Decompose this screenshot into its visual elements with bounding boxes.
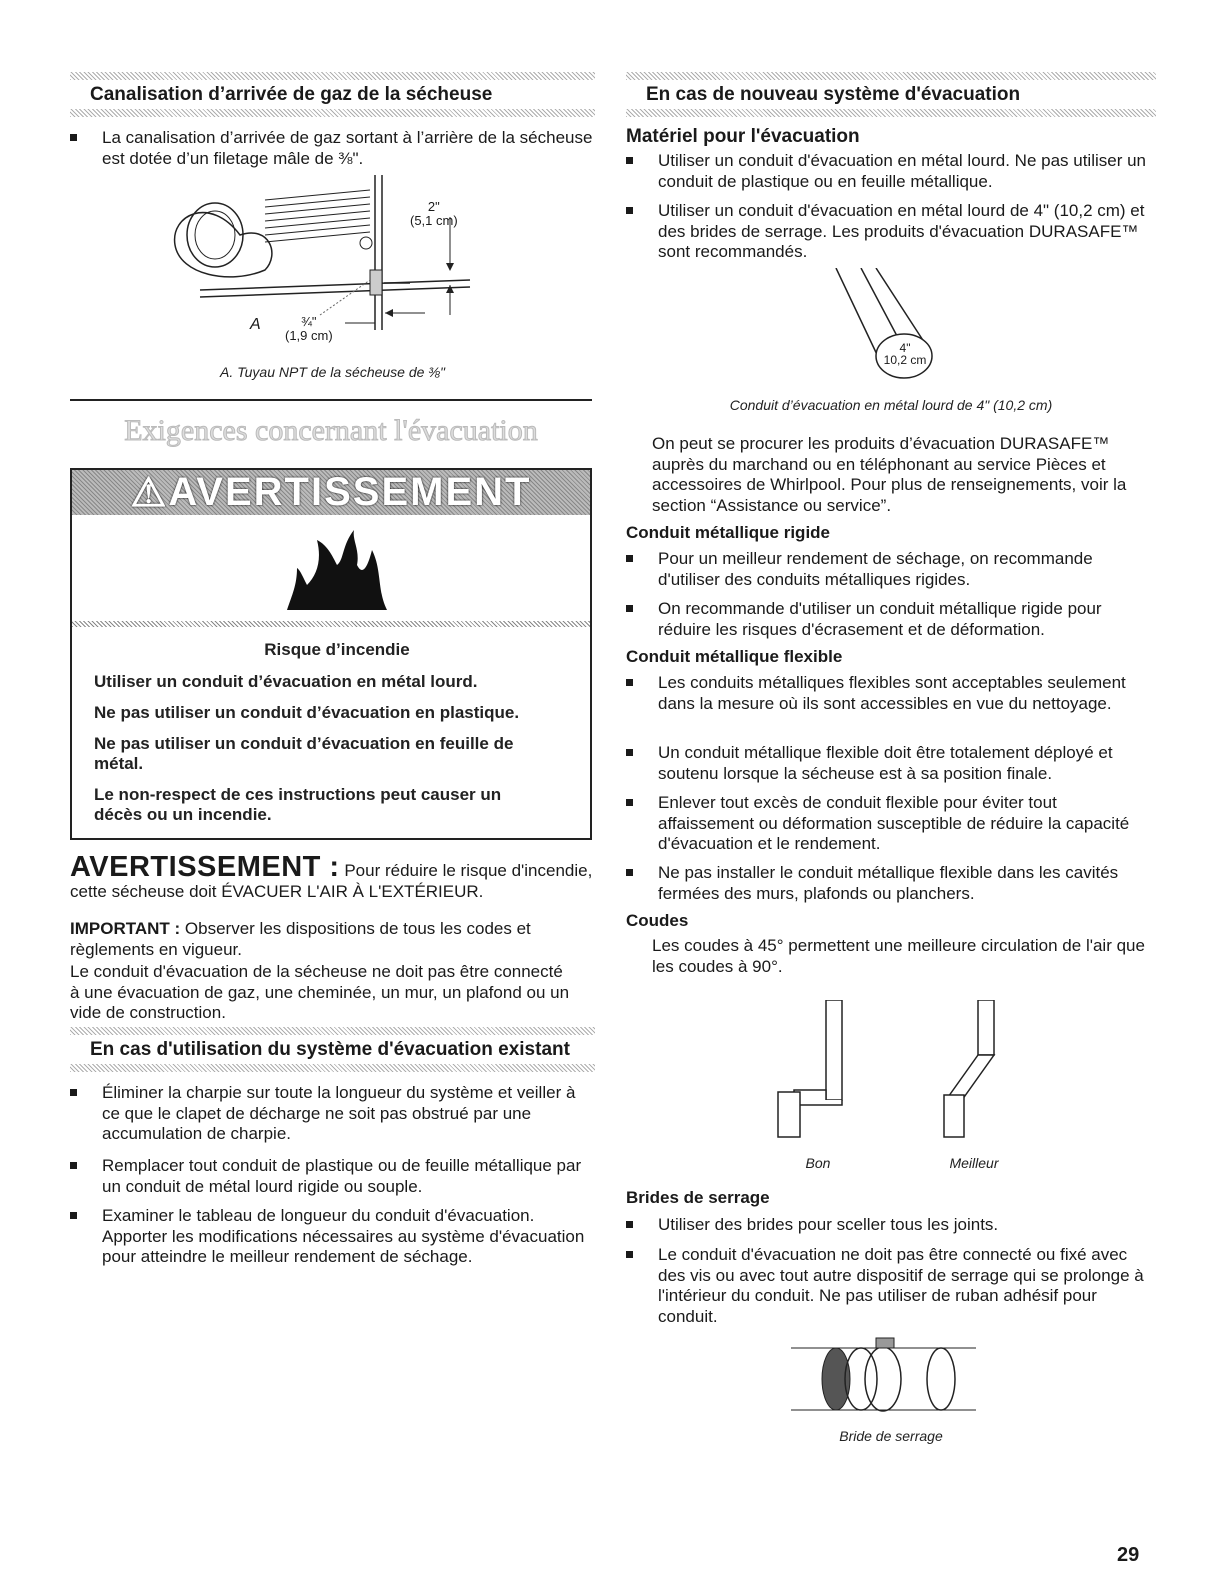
bullet-square-icon (626, 869, 633, 876)
flex-title: Conduit métallique flexible (626, 647, 843, 666)
warning-risk: Risque d’incendie (264, 640, 410, 659)
existing-bullet-2: Remplacer tout conduit de plastique ou de feuille métallique par un conduit de métal lourd rigide ou souple. (70, 1156, 595, 1197)
big-warning: AVERTISSEMENT : Pour réduire le risque d'incendie, cette sécheuse doit ÉVACUER L'AIR À L'EXTÉRIEUR. (70, 851, 593, 901)
gas-dim-2in: 2" (5,1 cm) (410, 199, 458, 228)
exhaust-requirements-title: Exigences concernant l'évacuation (124, 414, 538, 447)
flex-bullet-3: Enlever tout excès de conduit flexible pour éviter tout affaissement ou déformation susceptible de réduire la capacité d'évacuation et le rendement. (626, 793, 1156, 855)
gas-label-a: A (250, 316, 261, 333)
bullet-square-icon (626, 605, 633, 612)
rigid-title: Conduit métallique rigide (626, 523, 831, 542)
important-note: IMPORTANT : Observer les dispositions de tous les codes et règlements en vigueur. (70, 919, 531, 959)
material-bullet-2: Utiliser un conduit d'évacuation en métal lourd de 4" (10,2 cm) et des brides de serrage. Les produits d'évacuation DURASAFE™ sont recommandés. (626, 201, 1156, 263)
rigid-bullet-1: Pour un meilleur rendement de séchage, on recommande d'utiliser des conduits métalliques rigides. (626, 549, 1156, 590)
clamps-title: Brides de serrage (626, 1188, 770, 1207)
connect-paragraph: Le conduit d'évacuation de la sécheuse ne doit pas être connecté à une évacuation de gaz, une cheminée, un mur, un plafond ou un vide de construction. (70, 962, 570, 1022)
bullet-square-icon (626, 679, 633, 686)
bullet-square-icon (626, 749, 633, 756)
elbow-90-diagram (774, 1000, 854, 1140)
duct-dims: 4" 10,2 cm (883, 341, 927, 367)
clamps-bullet-2: Le conduit d'évacuation ne doit pas être connecté ou fixé avec des vis ou avec tout autre dispositif de serrage qui se prolonge à l'intérieur du conduit. Ne pas utiliser de ruban adhésif pour conduit. (626, 1245, 1156, 1327)
clamp-caption: Bride de serrage (839, 1428, 943, 1444)
bullet-square-icon (626, 157, 633, 164)
existing-bullet-3: Examiner le tableau de longueur du conduit d'évacuation. Apporter les modifications nécessaires au système d'évacuation pour atteindre le meilleur rendement de séchage. (70, 1206, 595, 1268)
existing-bullet-1: Éliminer la charpie sur toute la longueur du système et veiller à ce que le clapet de décharge ne soit pas obstrué par une accumulation de charpie. (70, 1083, 595, 1145)
elbows-paragraph: Les coudes à 45° permettent une meilleure circulation de l'air que les coudes à 90°. (652, 936, 1145, 976)
bullet-square-icon (626, 1251, 633, 1258)
warning-triangle-icon: ⚠ (130, 470, 169, 515)
bullet-square-icon (70, 1162, 77, 1169)
gas-pipe-diagram (170, 175, 530, 350)
warning-line-2: Ne pas utiliser un conduit d’évacuation en plastique. (94, 703, 520, 722)
duct-diagram (826, 268, 956, 388)
gas-section-header (70, 72, 595, 117)
bullet-square-icon (70, 134, 77, 141)
gas-section-title: Canalisation d’arrivée de gaz de la sécheuse (90, 84, 493, 105)
gas-dim-34in: ¾" (1,9 cm) (285, 314, 333, 343)
elbow-45-diagram (936, 1000, 1006, 1140)
duct-caption: Conduit d’évacuation en métal lourd de 4" (10,2 cm) (729, 397, 1053, 413)
new-section-header (626, 72, 1156, 117)
warning-line-1: Utiliser un conduit d’évacuation en métal lourd. (94, 672, 478, 691)
clamp-diagram (791, 1335, 981, 1415)
flex-bullet-2: Un conduit métallique flexible doit être totalement déployé et soutenu lorsque la sécheuse est à sa position finale. (626, 743, 1156, 784)
flex-bullet-1: Les conduits métalliques flexibles sont acceptables seulement dans la mesure où ils sont accessibles en vue du nettoyage. (626, 673, 1156, 714)
bullet-square-icon (70, 1212, 77, 1219)
existing-section-title: En cas d'utilisation du système d'évacuation existant (90, 1039, 570, 1060)
warning-box (70, 468, 592, 840)
material-title: Matériel pour l'évacuation (626, 126, 860, 147)
flex-bullet-4: Ne pas installer le conduit métallique flexible dans les cavités fermées des murs, plafonds ou planchers. (626, 863, 1156, 904)
bullet-square-icon (626, 555, 633, 562)
clamps-bullet-1: Utiliser des brides pour sceller tous les joints. (626, 1215, 1156, 1236)
bullet-square-icon (70, 1089, 77, 1096)
fire-icon (282, 530, 392, 615)
new-section-title: En cas de nouveau système d'évacuation (646, 84, 1021, 105)
bullet-square-icon (626, 1221, 633, 1228)
section-divider (70, 399, 592, 401)
gas-caption: A. Tuyau NPT de la sécheuse de ⅜" (220, 364, 445, 380)
material-bullet-1: Utiliser un conduit d'évacuation en métal lourd. Ne pas utiliser un conduit de plastique ou en feuille métallique. (626, 151, 1156, 192)
bullet-square-icon (626, 799, 633, 806)
warning-divider (72, 621, 590, 627)
warning-line-3: Ne pas utiliser un conduit d’évacuation en feuille de métal. (94, 734, 514, 773)
bullet-square-icon (626, 207, 633, 214)
existing-section-header (70, 1027, 595, 1072)
rigid-bullet-2: On recommande d'utiliser un conduit métallique rigide pour réduire les risques d'écrasement et de déformation. (626, 599, 1156, 640)
gas-bullet: La canalisation d’arrivée de gaz sortant à l’arrière de la sécheuse est dotée d’un filetage mâle de ⅜". (70, 128, 595, 169)
durasafe-paragraph: On peut se procurer les produits d’évacuation DURASAFE™ auprès du marchand ou en téléphonant au service Pièces et accessoires de Whirlpool. Pour plus de renseignements, voir la section “Assistance ou service”. (652, 434, 1127, 515)
page-number: 29 (1117, 1544, 1140, 1566)
warning-line-4: Le non-respect de ces instructions peut causer un décès ou un incendie. (94, 785, 502, 824)
warning-header: ⚠ AVERTISSEMENT (72, 470, 590, 515)
elbow-better-label: Meilleur (949, 1155, 999, 1171)
elbows-title: Coudes (626, 911, 689, 930)
elbow-good-label: Bon (805, 1155, 831, 1171)
